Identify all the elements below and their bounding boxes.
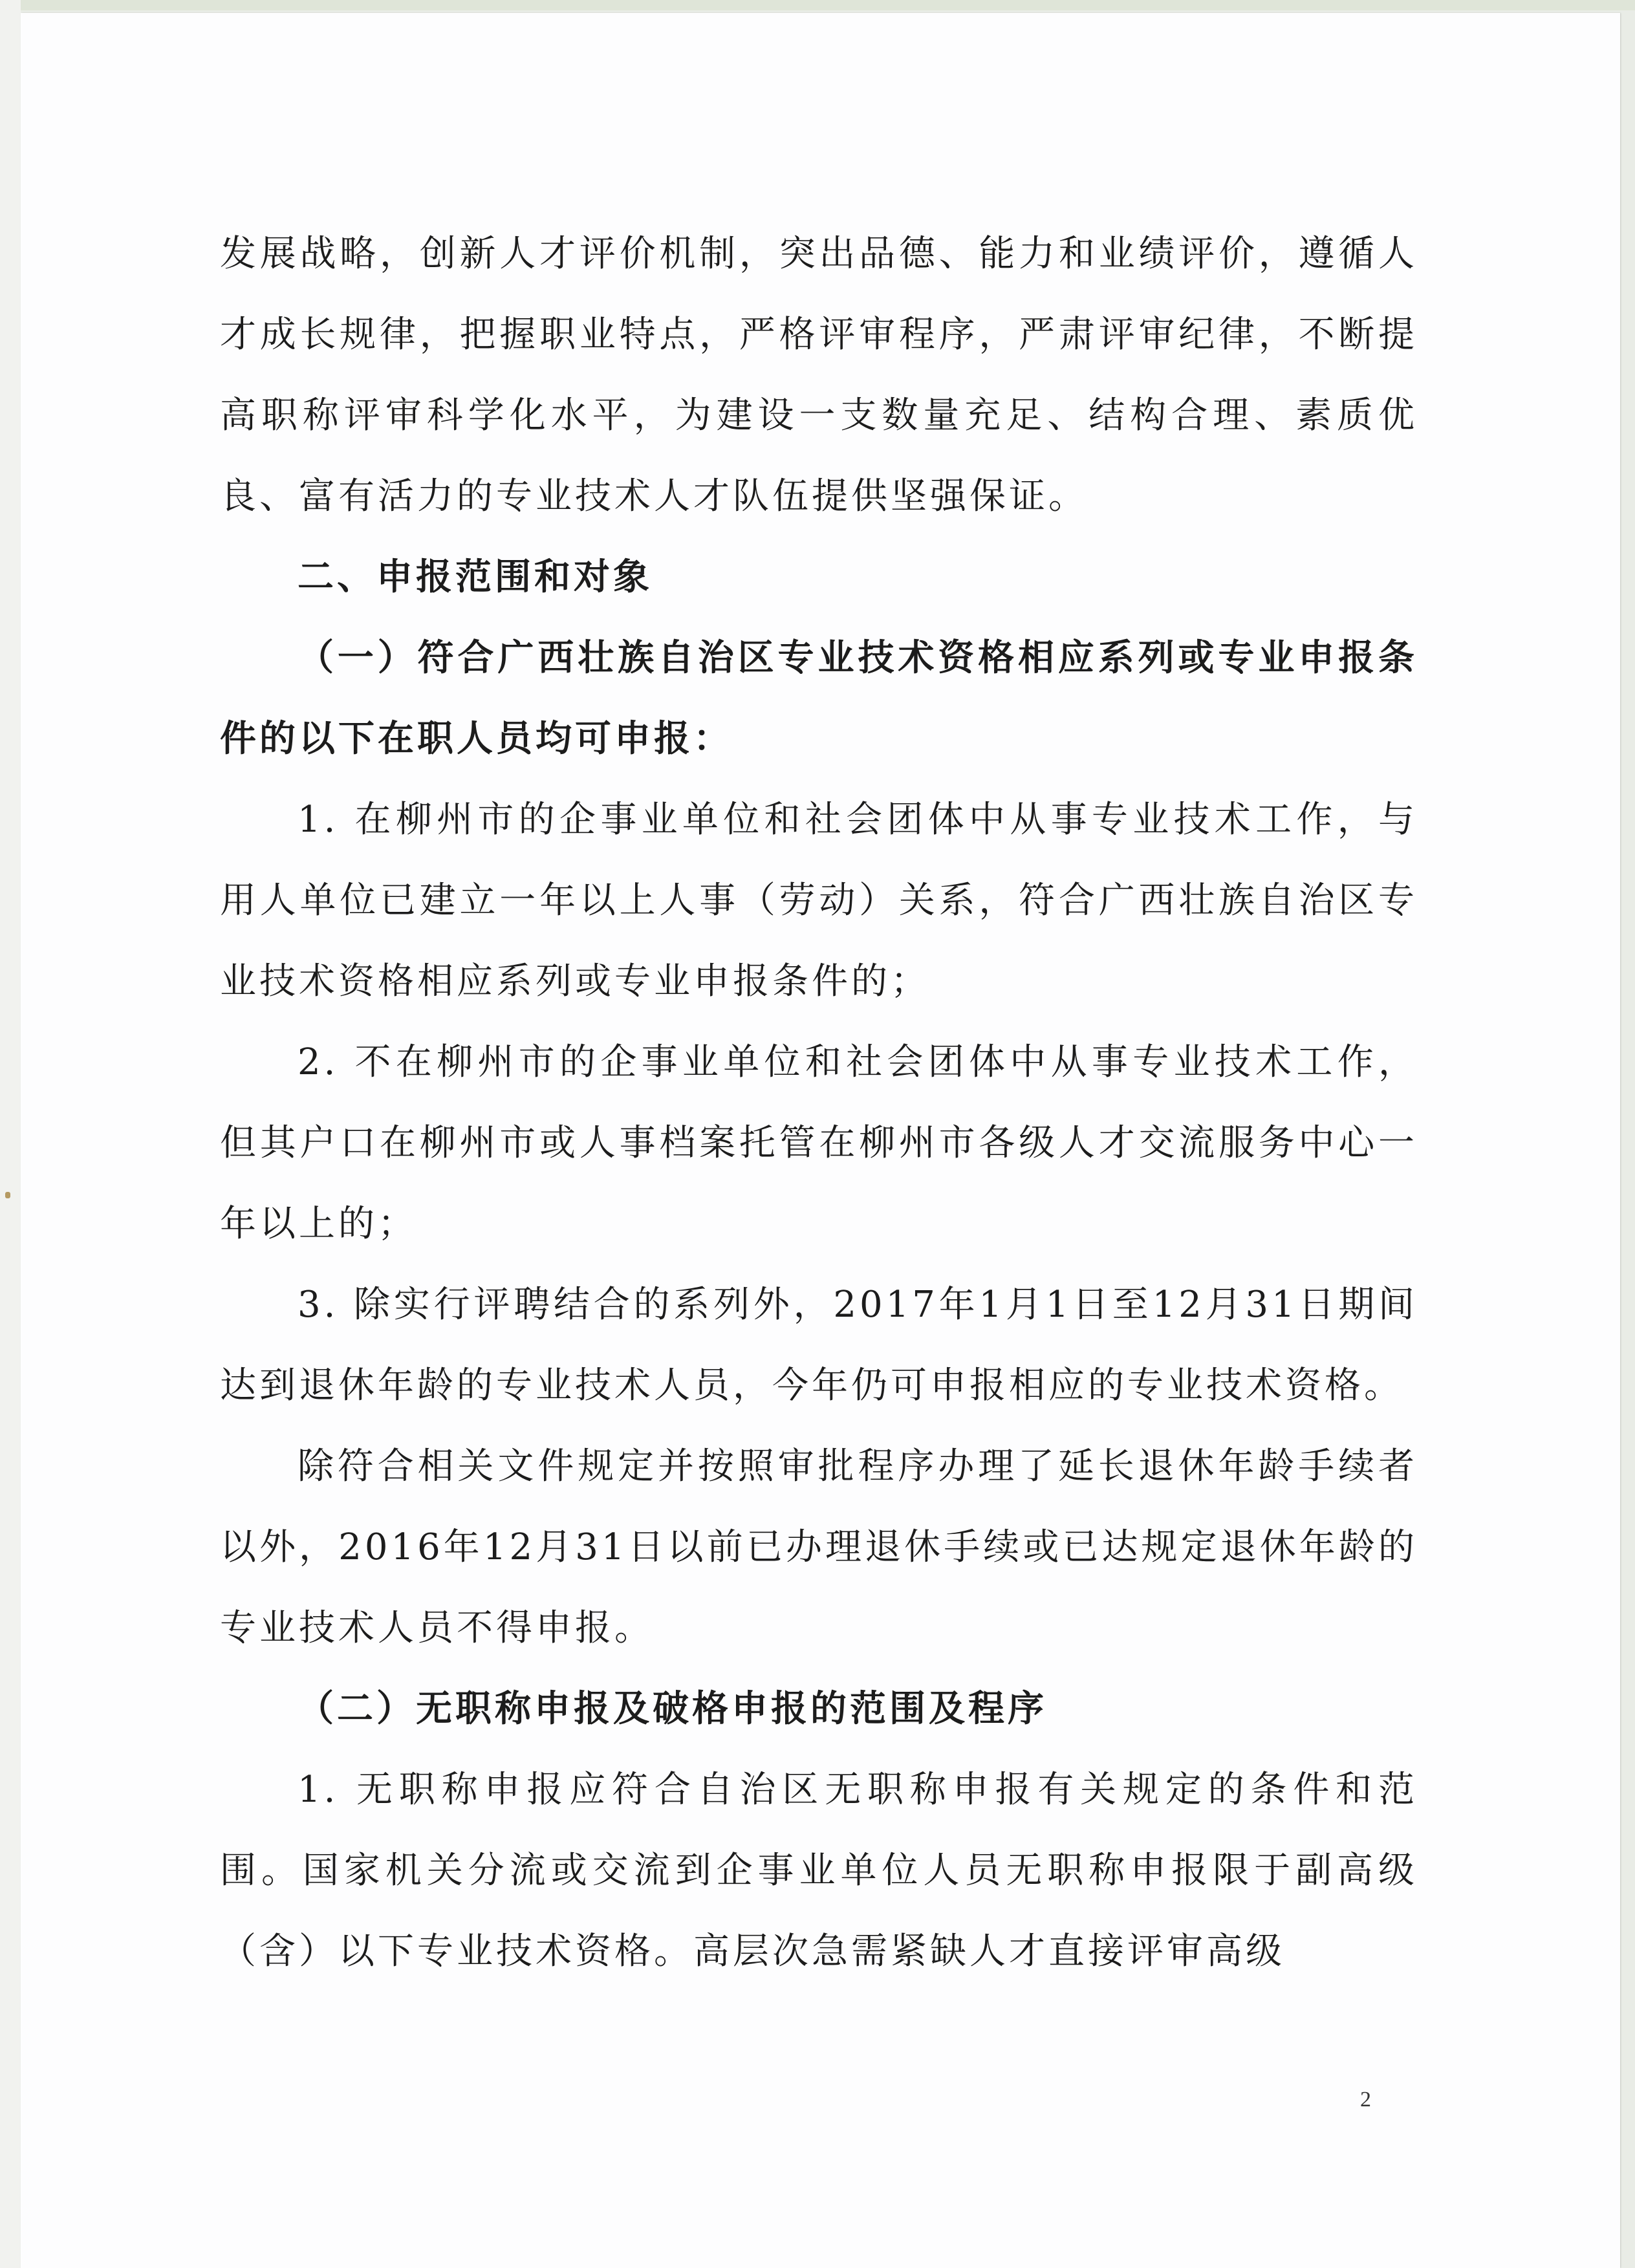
paragraph-item-1: 1. 在柳州市的企事业单位和社会团体中从事专业技术工作，与用人单位已建立一年以上人事（劳动）关系，符合广西壮族自治区专业技术资格相应系列或专业申报条件的；	[220, 799, 1418, 1002]
paragraph-item-2: 2. 不在柳州市的企事业单位和社会团体中从事专业技术工作，但其户口在柳州市或人事档案托管在柳州市各级人才交流服务中心一年以上的；	[220, 1041, 1418, 1245]
subsection-heading-eligible: （一）符合广西壮族自治区专业技术资格相应系列或专业申报条件的以下在职人员均可申报：	[220, 637, 1418, 760]
page-number: 2	[1360, 2088, 1371, 2111]
paragraph-retirement-exclusion: 除符合相关文件规定并按照审批程序办理了延长退休年龄手续者以外，2016年12月31日以前已办理退休手续或已达规定退休年龄的专业技术人员不得申报。	[220, 1445, 1418, 1649]
document-body	[220, 213, 1418, 1992]
scan-border-left	[0, 0, 21, 2268]
paragraph-intro-continuation: 发展战略，创新人才评价机制，突出品德、能力和业绩评价，遵循人才成长规律，把握职业特点，严格评审程序，严肃评审纪律，不断提高职称评审科学化水平，为建设一支数量充足、结构合理、素质优良、富有活力的专业技术人才队伍提供坚强保证。	[220, 233, 1418, 517]
subsection-heading-no-title: （二）无职称申报及破格申报的范围及程序	[298, 1688, 1047, 1730]
scan-dust-speck	[5, 1192, 10, 1198]
section-heading-scope: 二、申报范围和对象	[298, 556, 653, 598]
scan-border-top	[0, 0, 1635, 10]
paragraph-item-3: 3. 除实行评聘结合的系列外，2017年1月1日至12月31日期间达到退休年龄的专业技术人员，今年仍可申报相应的专业技术资格。	[220, 1284, 1418, 1407]
paragraph-no-title-item-1: 1. 无职称申报应符合自治区无职称申报有关规定的条件和范围。国家机关分流或交流到企事业单位人员无职称申报限于副高级（含）以下专业技术资格。高层次急需紧缺人才直接评审高级	[220, 1769, 1418, 1972]
